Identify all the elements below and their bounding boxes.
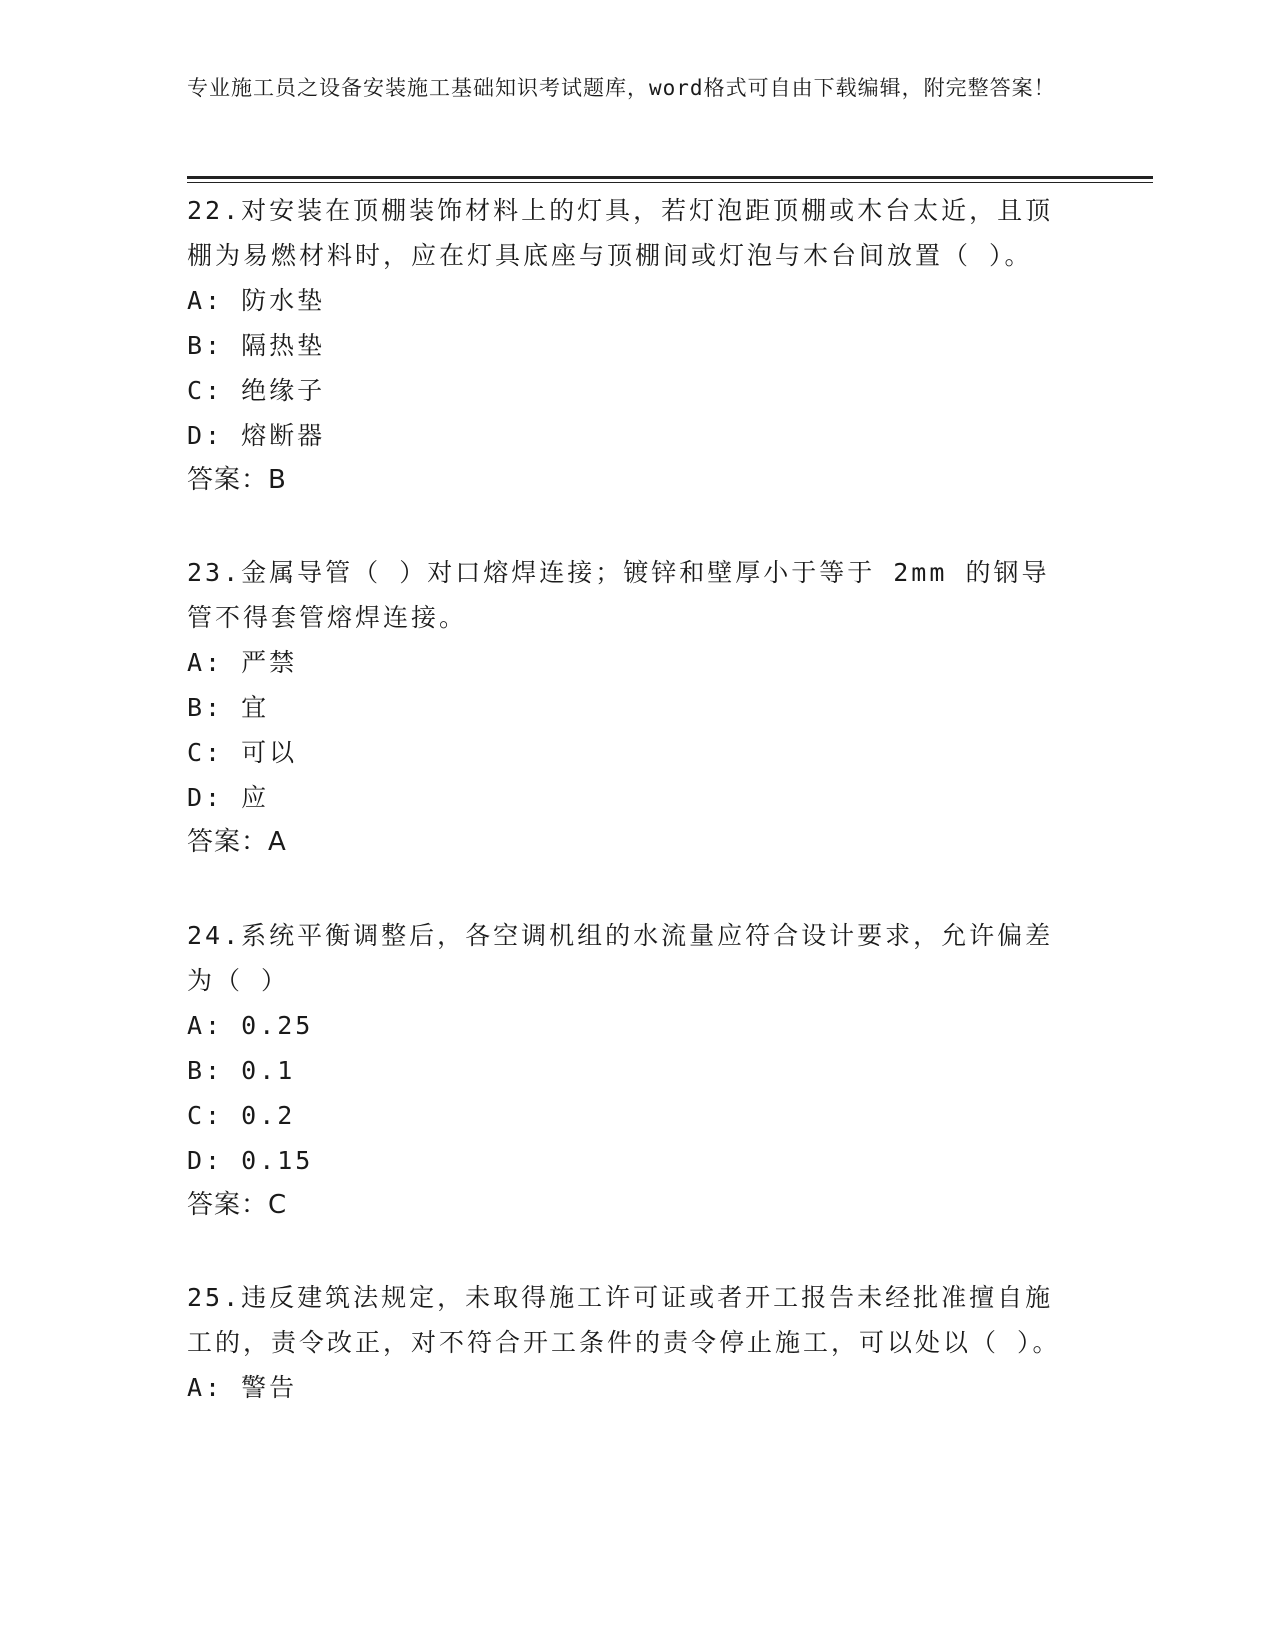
question-24 (187, 913, 1077, 1228)
option-b: B: 宜 (187, 693, 270, 722)
question-23 (187, 550, 1077, 865)
question-stem: 22.对安装在顶棚装饰材料上的灯具，若灯泡距顶棚或木台太近，且顶棚为易燃材料时，应在灯具底座与顶棚间或灯泡与木台间放置（ ）。 (187, 196, 1054, 270)
header-divider-thin (187, 182, 1153, 183)
option-c: C: 0.2 (187, 1101, 296, 1130)
header-divider-thick (187, 176, 1153, 179)
option-c: C: 绝缘子 (187, 376, 326, 405)
option-b: B: 隔热垫 (187, 331, 326, 360)
document-header: 专业施工员之设备安装施工基础知识考试题库，word格式可自由下载编辑，附完整答案！ (187, 76, 1056, 100)
option-b: B: 0.1 (187, 1056, 296, 1085)
question-22 (187, 188, 1077, 503)
question-stem: 23.金属导管（ ）对口熔焊连接；镀锌和壁厚小于等于 2mm 的钢导管不得套管熔焊连接。 (187, 558, 1050, 632)
option-d: D: 0.15 (187, 1146, 314, 1175)
answer: 答案：B (187, 465, 287, 495)
question-stem: 24.系统平衡调整后，各空调机组的水流量应符合设计要求，允许偏差为（ ） (187, 921, 1054, 995)
option-a: A: 严禁 (187, 648, 298, 677)
option-a: A: 0.25 (187, 1011, 314, 1040)
option-d: D: 熔断器 (187, 421, 326, 450)
option-a: A: 警告 (187, 1373, 298, 1402)
option-d: D: 应 (187, 783, 270, 812)
option-c: C: 可以 (187, 738, 298, 767)
answer: 答案：C (187, 1190, 288, 1220)
option-a: A: 防水垫 (187, 286, 326, 315)
question-stem: 25.违反建筑法规定，未取得施工许可证或者开工报告未经批准擅自施工的，责令改正，对不符合开工条件的责令停止施工，可以处以（ ）。 (187, 1283, 1061, 1357)
answer: 答案：A (187, 827, 287, 857)
question-25 (187, 1275, 1077, 1410)
